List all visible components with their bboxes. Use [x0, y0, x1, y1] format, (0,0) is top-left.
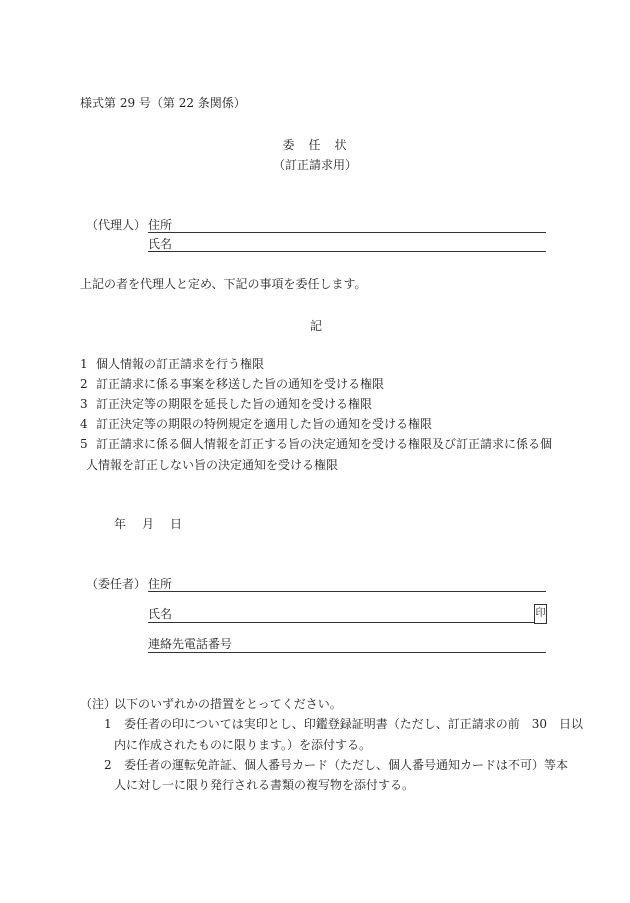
delegator-label: （委任者） [86, 577, 147, 591]
date-line[interactable]: 年 月 日 [114, 517, 185, 531]
list-item-number: 5 [80, 437, 88, 451]
agent-address-label: 住所 [148, 218, 173, 232]
delegator-address-label: 住所 [148, 577, 173, 591]
form-number: 様式第 29 号（第 22 条関係） [80, 96, 246, 110]
agent-address-field[interactable] [148, 232, 546, 233]
delegator-address-field[interactable] [148, 591, 546, 592]
note-item-number: 1 [104, 717, 112, 731]
list-item-text: 訂正決定等の期限の特例規定を適用した旨の通知を受ける権限 [96, 417, 433, 431]
list-item-text: 訂正請求に係る事案を移送した旨の通知を受ける権限 [96, 377, 385, 391]
list-item-number: 3 [80, 397, 88, 411]
delegator-phone-label: 連絡先電話番号 [148, 637, 233, 651]
notes-label: （注） [80, 697, 117, 711]
seal-mark: 印 [534, 604, 547, 624]
agent-name-field[interactable] [148, 251, 546, 252]
list-item-text: 個人情報の訂正請求を行う権限 [96, 357, 265, 371]
notes-intro: 以下のいずれかの措置をとってください。 [114, 697, 342, 711]
agent-label: （代理人） [86, 218, 147, 232]
list-item-text-continued: 人情報を訂正しない旨の決定通知を受ける権限 [86, 458, 339, 472]
document-title: 委 任 状 [282, 138, 348, 152]
delegation-statement: 上記の者を代理人と定め、下記の事項を委任します。 [80, 277, 367, 291]
delegator-name-label: 氏名 [148, 607, 173, 621]
delegator-name-field[interactable] [148, 622, 534, 623]
list-item-number: 1 [80, 357, 88, 371]
list-item-number: 2 [80, 377, 88, 391]
list-item-number: 4 [80, 417, 88, 431]
agent-name-label: 氏名 [148, 237, 173, 251]
delegator-phone-field[interactable] [148, 652, 546, 653]
list-item-text: 訂正決定等の期限を延長した旨の通知を受ける権限 [96, 397, 373, 411]
document-subtitle: （訂正請求用） [272, 158, 357, 172]
note-item-number: 2 [104, 758, 112, 772]
note-item-text: 委任者の印については実印とし、印鑑登録証明書（ただし、訂正請求の前 30 日以 [124, 717, 584, 731]
note-item-text-continued: 内に作成されたものに限ります。）を添付する。 [114, 738, 372, 752]
list-item-text: 訂正請求に係る個人情報を訂正する旨の決定通知を受ける権限及び訂正請求に係る個 [96, 437, 553, 451]
note-item-text: 委任者の運転免許証、個人番号カード（ただし、個人番号通知カードは不可）等本 [124, 758, 569, 772]
note-item-text-continued: 人に対し一に限り発行される書類の複写物を添付する。 [114, 778, 415, 792]
ki-heading: 記 [310, 319, 323, 333]
